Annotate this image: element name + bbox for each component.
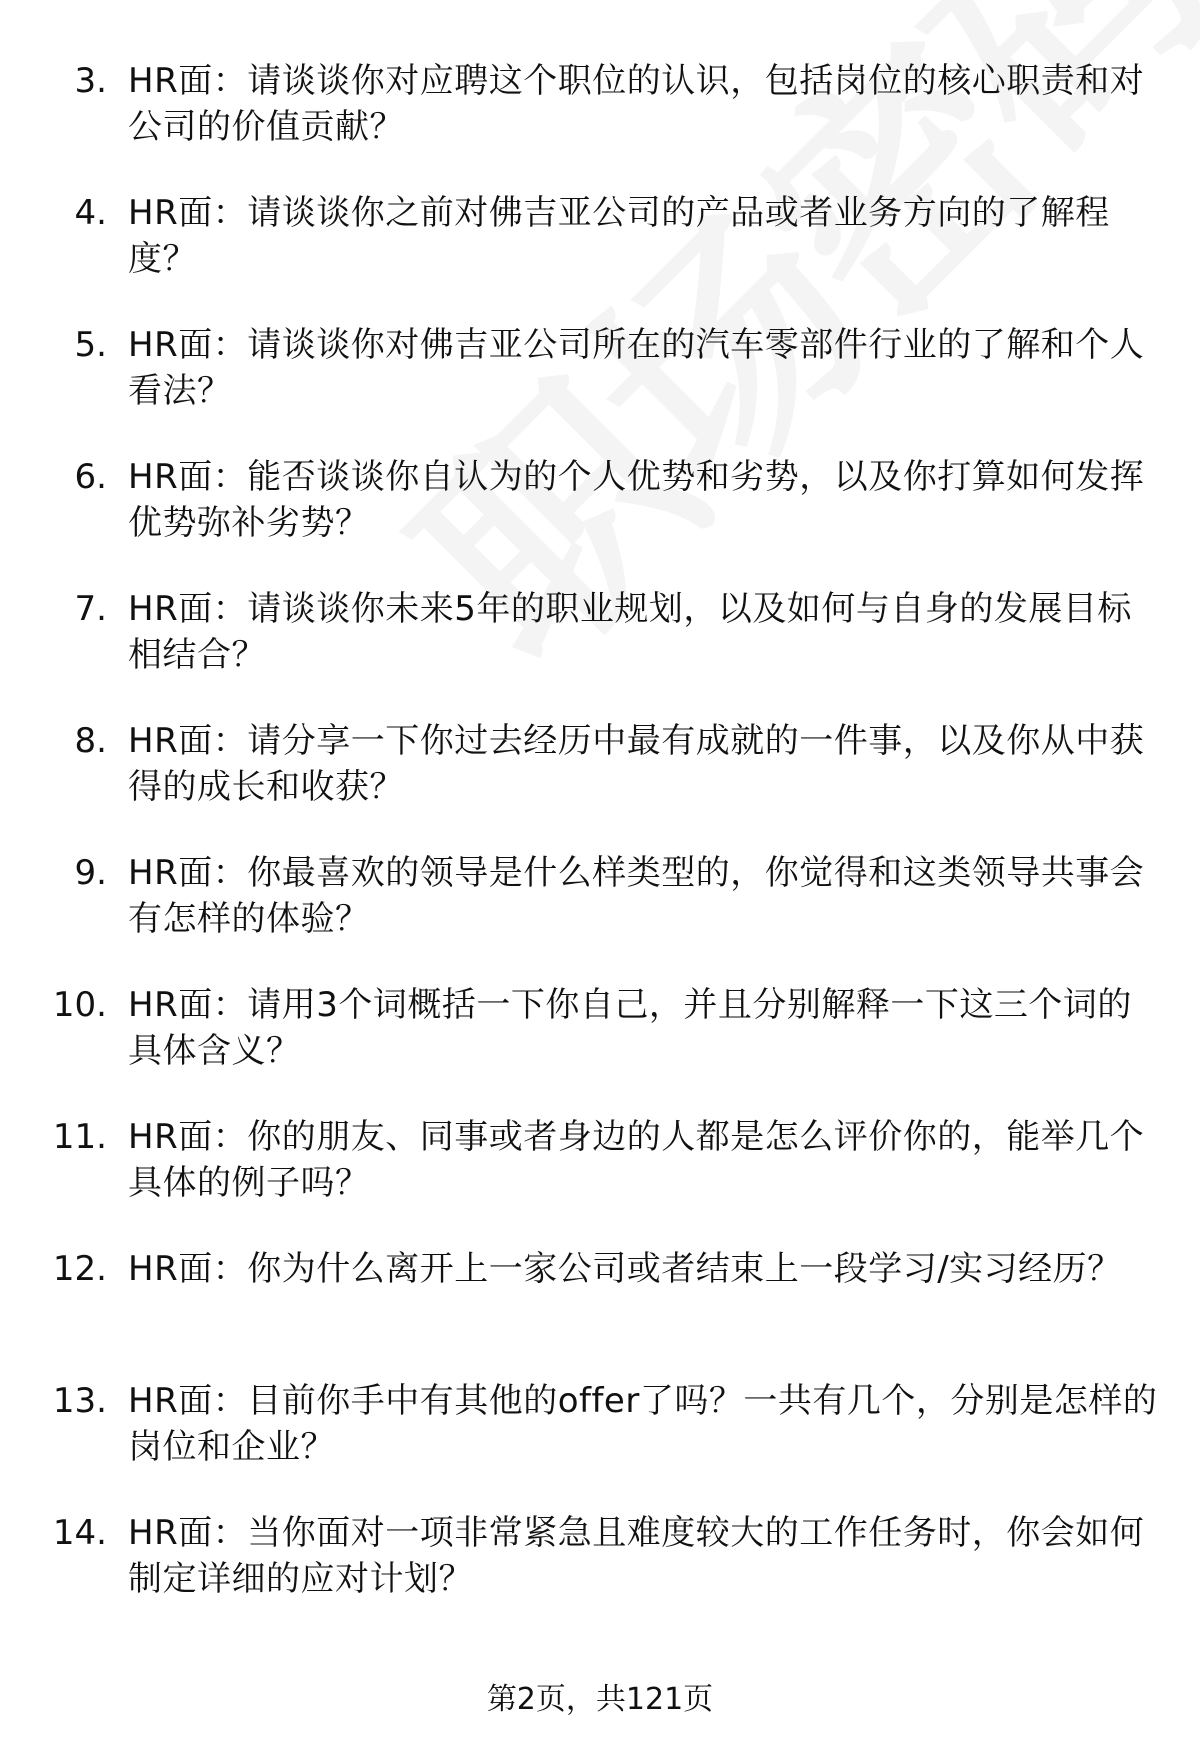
question-number: 9. bbox=[74, 853, 107, 893]
question-text: HR面：请谈谈你之前对佛吉亚公司的产品或者业务方向的了解程度？ bbox=[128, 193, 1110, 279]
question-text: HR面：请谈谈你对佛吉亚公司所在的汽车零部件行业的了解和个人看法？ bbox=[128, 325, 1145, 411]
question-number: 3. bbox=[74, 61, 107, 101]
list-item bbox=[0, 322, 1200, 454]
question-number: 5. bbox=[74, 325, 107, 365]
list-item bbox=[0, 850, 1200, 982]
list-item bbox=[0, 718, 1200, 850]
question-number: 14. bbox=[52, 1513, 107, 1553]
question-text: HR面：你为什么离开上一家公司或者结束上一段学习/实习经历？ bbox=[128, 1249, 1122, 1289]
question-number: 11. bbox=[52, 1117, 107, 1157]
list-item bbox=[0, 1510, 1200, 1642]
question-number: 13. bbox=[52, 1381, 107, 1421]
list-item bbox=[0, 190, 1200, 322]
question-text: HR面：请分享一下你过去经历中最有成就的一件事，以及你从中获得的成长和收获？ bbox=[128, 721, 1145, 807]
question-text: HR面：你的朋友、同事或者身边的人都是怎么评价你的，能举几个具体的例子吗？ bbox=[128, 1117, 1145, 1203]
question-text: HR面：当你面对一项非常紧急且难度较大的工作任务时，你会如何制定详细的应对计划？ bbox=[128, 1513, 1145, 1599]
question-number: 4. bbox=[74, 193, 107, 233]
list-item bbox=[0, 982, 1200, 1114]
list-item bbox=[0, 1378, 1200, 1510]
list-item bbox=[0, 586, 1200, 718]
list-item bbox=[0, 1114, 1200, 1246]
list-item bbox=[0, 1246, 1200, 1378]
question-number: 12. bbox=[52, 1249, 107, 1289]
question-text: HR面：能否谈谈你自认为的个人优势和劣势，以及你打算如何发挥优势弥补劣势？ bbox=[128, 457, 1145, 543]
question-number: 8. bbox=[74, 721, 107, 761]
question-number: 6. bbox=[74, 457, 107, 497]
page-footer: 第2页，共121页 bbox=[486, 1682, 714, 1717]
question-text: HR面：请谈谈你未来5年的职业规划，以及如何与自身的发展目标相结合？ bbox=[128, 589, 1132, 675]
list-item bbox=[0, 454, 1200, 586]
question-text: HR面：目前你手中有其他的offer了吗？一共有几个，分别是怎样的岗位和企业？ bbox=[128, 1381, 1158, 1467]
question-text: HR面：请谈谈你对应聘这个职位的认识，包括岗位的核心职责和对公司的价值贡献？ bbox=[128, 61, 1145, 147]
question-number: 7. bbox=[74, 589, 107, 629]
list-item bbox=[0, 58, 1200, 190]
question-text: HR面：你最喜欢的领导是什么样类型的，你觉得和这类领导共事会有怎样的体验？ bbox=[128, 853, 1145, 939]
question-list bbox=[0, 58, 1200, 1642]
question-number: 10. bbox=[52, 985, 107, 1025]
question-text: HR面：请用3个词概括一下你自己，并且分别解释一下这三个词的具体含义？ bbox=[128, 985, 1132, 1071]
